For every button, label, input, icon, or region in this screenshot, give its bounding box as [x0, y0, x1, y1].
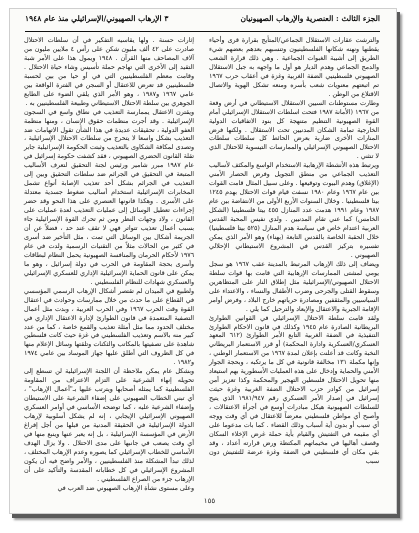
section-title: ٣ الإرهاب الصهيوني/الإسرائيلي منذ عام ١٩٤٨: [25, 14, 169, 23]
paragraph: إثارات حسنة . ولها يقاسيه التفكير في أن سلطات الاحتلال صادرت على ٤٢ ألف مليون شكن على رأس ٤ ملايين مليون من آلاف المصاحف منها القرآن . ١٩٤٨ ويمول هذا على الأمر شبة التقيد إلى الأخرى التي تهاجم حملة تأسيس وشاء حياة الاحتلال . وقامت معظم الفلسطينيين التي في أو حيا من بين لحسبة فلسطينيين قد تعرض للاعتقال أو السجن في الفترة الواقعة بين عامي ١٩٦٧ و١٩٨٧ ، وهو الأمر الذي يلقي الضوء على الطابع الجوهري بين سلطة الاحتلال الاستيطاني وطبيعة الفلسطينيين به .: [24, 37, 195, 107]
paragraph: وطارت مستوطنات السيين الاستقلال الاستيطاني في أرض وفعة من ١٩٦٧ (الأمانة ١٩٨٧ فتحت اسلطات الاستقلال الإسرائيلي أمام القوة الصهيونية التنظيم متنهجة كل بنود الاتفاقيات الدولية الخارجية تمامة الشكان المدنيين تحت الاستقلال . ولكنها فرض المنارات الأخرى ضاربة بعرض الحائط كل سلطات سلطات الاحتلال الصهيوني الإسرائيلي والممارسات التيسوية للاحتلال الذي لا تنثني .: [209, 99, 380, 161]
paragraph: ويرتبط هذه الأنشطة الإرهابية الاستخدام الواسع والمكثف لأساليب التعذيب الجماعي من منطق التجويل وفرض الحصار الأمني (الإغلاق) وهدم البيوت وتوقيعها . وعلى سبيل المثال قامت القوات بين عام ١٩٦٧ وعام ١٩٨٠ نسفت قيام قوات الاحتلال بهدم ١٢٤٥ بيتا فلسطينيا . وخلال السنوات الأربع الأولى من الانتفاضة بين عام ١٩٨٧ وعام ١٩٩١ هدمت عدد المنازل ٤٥٥ بيتا فلسطينيا (الشكل الخامس) كما عني تقام المدنيين . ولدي نفيس المحبة القدس العربية اعتدام خاص في سياسة هدم المنازل (٥٢٥ بيتا فلسطينيا) خلال الحقبة الخاصة بالقدس التابعة (بهناء) وهو الأمر الذي يمكن تفسيره بتركيز القدس في المشروع الاستيطاني الإحلالي الصهيوني .: [209, 162, 379, 259]
header-rule: [25, 31, 380, 32]
page-number: ١٥٥: [203, 496, 216, 505]
paragraph: ولطبيع في الميدان لم تقتصر أشكال الإرهاب الرسمي المؤسسي في القطاع على ما حدث من خلال ممارسات وحوادث في اعتقال القوة وقت الحرب ١٩٦٧ وفي الحرب العربية ، وبدت مثل أعمال التصفية المتعمدة في قانون الطوارئ لإدارة الاعتقال الإداري في مختلف الحدود مما مثل أمثلة تعذيب والقمع خاصة ، كما من عدد كبير منه بالاسم وتعذيب الفلسطيني في غزة حيث كانت فلسطين شاهدة على تصفيتها بالمكاتب والثكنات وتلقتها وسائل الإعلام منها في كل الظروف التي أطلق عليها جهاز الموساد بين عامي ١٩٧٤ و١٩٨٢ .: [24, 287, 194, 367]
paragraph: ولقد قامت سلطة الاحتلال الإسرائيلي في القوانين الطوارئ البريطانية الصادرة عام ١٩٤٥ وكذلك في قانون الاحكام الطوارئ التنفيذية في الضفة الغربية التابع الأمر الطوارئ (٦١٢ المعهد العسكري/العسكرية وادارة المحكمة) أو قرر الاستعمار البريطاني النخبة وكانت قد أعلنت بإعلان لمدة ١٩٦٧ من الاستعمار الوطني ، وإنها مكملة ١٣١ مخالفة قانونية في كل ما يرتكبه ، وبحجة الجوار الأمني والحماية وإدخال على هذه العمليات الأسطورية بهم استيعاد منها تحويل الاحتلال فلسطين التهجير والمحكمة وكذا تعزيز أمن إسرائيل من كوادر حزب الاحتلال الضفة الغربية وغزة حيثت إسرائيل في إصدار الأمر العسكري رقم ١٩٨١/٩٤٧ الذي يتيح للسلطات الصهيونية هيكل مبادرات أوسع في أجرأة الاعتقالات ، وأصبح أي مواطن فلسطيني معرضاً للاعتقال في أي وقت ووجه أي سبب أو بدون أية أسباب وذلك القضاء . كما بات مدعوما على أي مقيمه في التفتيش والقيام بأية حملة غرض الإخلاء السكان وقصف أهاليها في مخيماتهم المكتظة ورض قرارته أعداد ، وقد بقي مكان أي فلسطيني في الضفة وغزة عرضة للتفتيش دون سبب: [209, 314, 379, 465]
paragraph: وبشكل عام يمكن ملاحظة أن اللجنة الإسرائيلية لن تسطع إلى تحويله إنهاء الشرعية على التزام الاعتراف من المقاومة الفلسطينية كما يمثله أصحابها ويترتب عليها بـ"أعمال الإرهاب" ، أي تبني الخطاب الصهيوني على إضفاء الشرعية على الاستيطان وإضفاء الشرعية عليه ، كما توضحه الأساسي في أوامر العسكري الصهيوني الإسرائيلي الإيجابي ، إنه لم يشكل أسلوبية لإرهاب الدولة الإسرائيلية في الحقيقة المدنية من قبلها من أجل إفراغ الأرض في المؤسسة الإسرائيلية ، بل إنه يعبر عنها وينبع منها في أي وقت يصعب في جانبها على مدى الاحتلال . ولا يزال الهدف الأساسي للخطاب الإسرائيلي كما يصوره وعدم الإرهاب المختلف ، لذلك تبدأ المشكلة منذ الفلسطينيين ، والأمر واضح فيه أن يكون المشروع الإسرائيلي في كل خطاباته المقدسة والتأكيد على أن الإرهاب جزء من الصراع الفلسطيني .: [24, 368, 194, 483]
right-column: [209, 37, 379, 485]
paragraph: ويضاف إلى ذلك الإرهاب المرتبط بالمدينة عقب ١٩٦٧ هو سجل يومي لمشتى الممارسات الإرهابية التي قامت بها قوات سلطة الاحتلال الصهيوني/الإسرائيلية مثل إطلاق النار على المتظاهرين وسقوط القتلى والجرحى وضرب الأطفال والنساء ، والاعتداء على السياسيين والمثقفين ومصادرة حرياتهم خارج البلاد ، وفرض أوامر الإقامة الجبرية والاعتقال والإبعاد والترحيل كما يلي .: [209, 260, 380, 313]
chapter-title: الجزء الثالث : العنصرية والإرهاب الصهيونيان: [240, 14, 380, 23]
paragraph: وعلى مستوى نشأة الإرهاب الصهيوني ضد العرب في: [57, 484, 194, 492]
paragraph: والترشت عقارات الاستقلال الجماعي/المتأيج بقرارة قرى وأحياء يقطنها ونهنه شكانها الفلسطينيون وتنسبهم بعدهم بعضهم شيء الطريق إلى أشيبة الغبوات الجماعية . وهي ذلك قرارة الشعب والدمج الجماعي وهدم الديار هو أول ما واجهه به جبل الاستقلال الصهيوني فلسطينيي الضفة الغربية وغزة في أعقاب حرب ١٩٦٧ تم اتبعتهم معنويات شعب بأسره ومنعه تشكل الهوية والاتصال الاقتلاع من الوطن .: [209, 37, 379, 98]
running-header: [25, 14, 380, 30]
left-column: [24, 37, 195, 492]
paragraph: ويقترن الاعتقال يممارسة التعذيب في نطاق واسع في السجون الإسرائيلية . وقد أجرت منظمات حقوق الإنسان ، ومنها منظمة العفو الدولية ، تحقيقات عديدة في هذا الشأن تقول الاتهامات ضد التعذيب بشكل واسعا لا يتحرج من سلطات الاحتلال الإسرائيلية ، وتصدى لمكافة الشكاوى بالتعذيب وثبتت الحكومة الإسرائيلية جابر تقلة القانون الحضري الصهيوني ، فقد كشفت حكومة إسرائيل في عام ١٩٨٧ مبرر شامير ورئيس لجنة التحقيق لتعرف الأساليب المتبعة في التحقيق في الجرائم ضد سلطات التحقيق وبين إلى التعذيب في الجرائم بشكل أحد تعذيب الإصابة أنواع تشمل المخابرات الإسرائيلية استخدام أساليب ضغوط جسدية معتدلة على الأسرى . وهكذا قانونها العنصري على هذا النحو وقد حضر إجراءات تعطيل الوسائل إلى عمليات التعذيب لعدة عمليات على القانون ، ولاد وجهات النظر ومن ثم تحرك القوة الإسرائيلية جاء بسبب أعمال تعذيب تتواتر فهي لا تقف عند حد ، فضلاً عن أن الجريمة أشكال بين الوسائل التي تمت ، مثل التأخير ضد أسرى في كثير من الحالات مثلاً من التقنيات الرسمية ولدت في عام ١٩٧٦ لأحكام الحرمان والمنافسة الصهيونية يحمل النظام لبطاقات وأسرى بحجة المقاومة في الحرب في دولة إسرائيل ، وهو ما يمكن على قانون الحماية الإسرائيلية الإداري للعسكري الإسرائيلي والعسكري شهادات للنظام الفلسطيني .: [24, 108, 194, 286]
